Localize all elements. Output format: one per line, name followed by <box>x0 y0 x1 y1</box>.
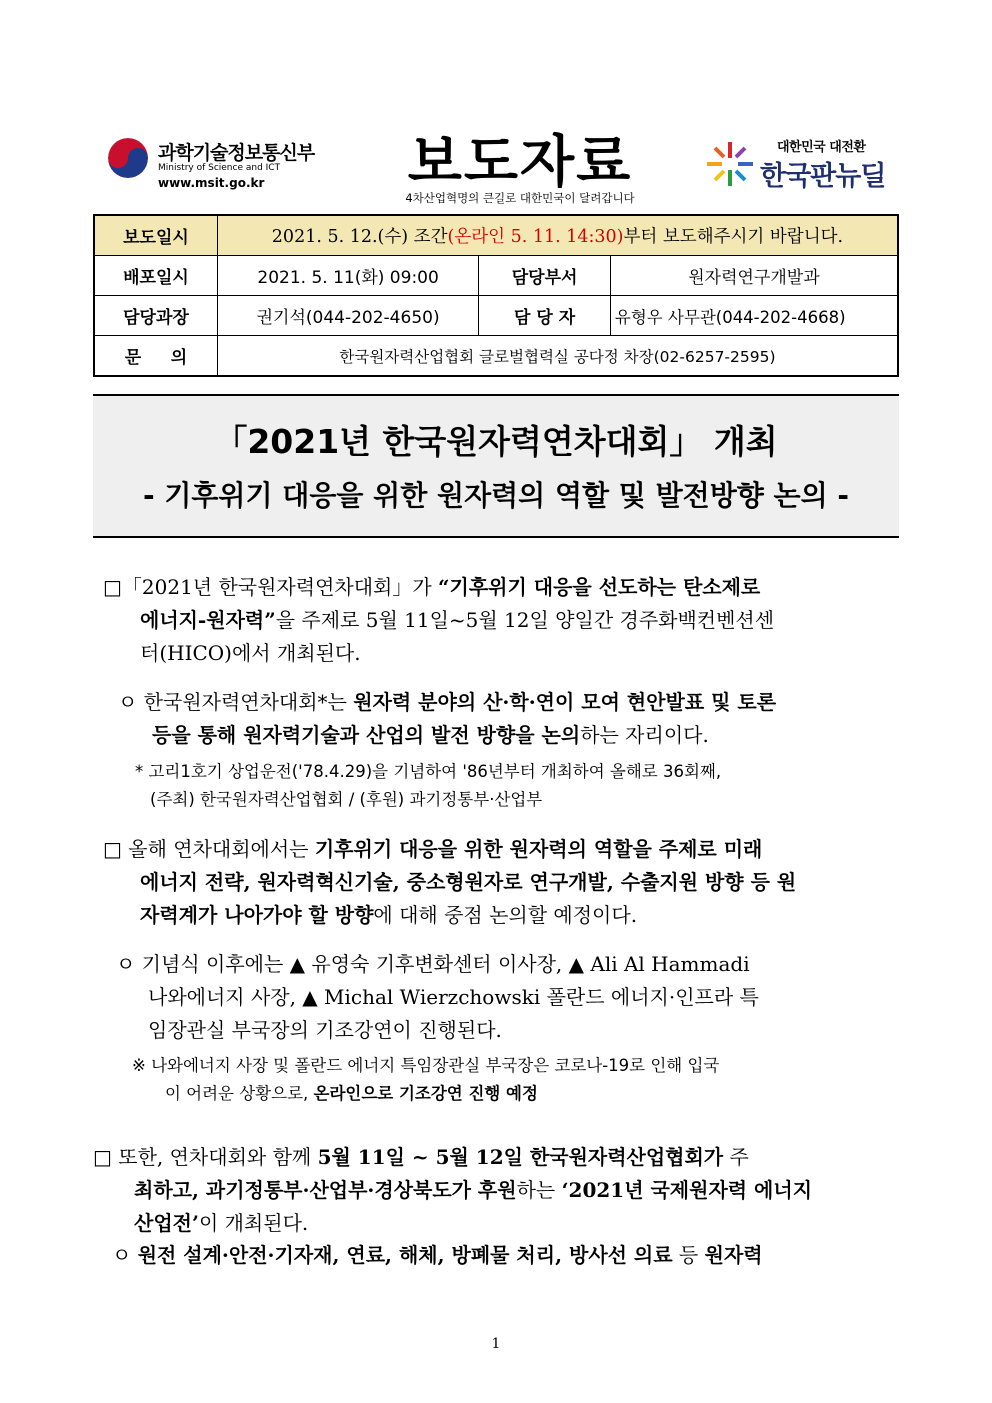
headline: 「2021년 한국원자력연차대회」 개최 <box>214 422 778 461</box>
para4-line3: 임장관실 부국장의 기조강연이 진행된다. <box>148 1018 502 1042</box>
para6-line1: ㅇ 원전 설계·안전·기자재, 연료, 해체, 방폐물 처리, 방사선 의료 등 원자력 <box>112 1243 763 1267</box>
department-value: 원자력연구개발과 <box>610 256 898 296</box>
newdeal-slogan: 대한민국 대전환 <box>777 140 866 155</box>
inquiry-label: 문 의 <box>94 336 217 377</box>
subheadline: - 기후위기 대응을 위한 원자력의 역할 및 발전방향 논의 - <box>142 479 850 512</box>
staff-value: 유형우 사무관(044-202-4668) <box>610 296 898 336</box>
release-request: 부터 보도해주시기 바랍니다. <box>623 227 844 247</box>
distribution-label: 배포일시 <box>94 256 217 296</box>
para4-line1: ㅇ 기념식 이후에는 ▲ 유영숙 기후변화센터 이사장, ▲ Ali Al Hammadi <box>116 952 750 976</box>
para4-line2: 나와에너지 사장, ▲ Michal Wierzchowski 폴란드 에너지·인프라 특 <box>148 985 759 1009</box>
taegeuk-emblem-icon <box>108 138 148 178</box>
para3-line1: □ 올해 연차대회에서는 기후위기 대응을 위한 원자력의 역할을 주제로 미래 <box>103 837 763 861</box>
release-online-time: (온라인 5. 11. 14:30) <box>447 227 624 247</box>
para5-line3: 산업전’이 개최된다. <box>134 1211 309 1235</box>
release-row <box>94 215 898 256</box>
note1-line2: (주최) 한국원자력산업협회 / (후원) 과기정통부·산업부 <box>150 790 543 809</box>
para5-line1: □ 또한, 연차대회와 함께 5월 11일 ~ 5월 12일 한국원자력산업협회가 주 <box>93 1145 749 1169</box>
distribution-value: 2021. 5. 11(화) 09:00 <box>217 256 478 296</box>
tagline: 4차산업혁명의 큰길로 대한민국이 달려갑니다 <box>405 191 635 205</box>
inquiry-row <box>94 336 898 377</box>
note2-line1: ※ 나와에너지 사장 및 폴란드 에너지 특임장관실 부국장은 코로나-19로 인해 입국 <box>132 1056 720 1075</box>
para2-line1: ㅇ 한국원자력연차대회*는 원자력 분야의 산·학·연이 모여 현안발표 및 토론 <box>118 690 777 714</box>
headline-box <box>93 394 899 538</box>
newdeal-name: 한국판뉴딜 <box>760 161 886 192</box>
para1-line2: 에너지-원자력”을 주제로 5월 11일~5월 12일 양일간 경주화백컨벤션센 <box>140 608 775 632</box>
inquiry-value: 한국원자력산업협회 글로벌협력실 공다정 차장(02-6257-2595) <box>217 336 898 377</box>
note1-line1: * 고리1호기 상업운전('78.4.29)을 기념하여 '86년부터 개최하여 올해로 36회째, <box>135 762 722 781</box>
ministry-name-en: Ministry of Science and ICT <box>158 163 281 173</box>
release-value <box>217 215 898 256</box>
ministry-url: www.msit.go.kr <box>158 176 265 190</box>
release-date: 2021. 5. 12.(수) 조간 <box>271 227 448 247</box>
release-label: 보도일시 <box>94 215 217 256</box>
para1-line1: □「2021년 한국원자력연차대회」가 “기후위기 대응을 선도하는 탄소제로 <box>103 575 761 599</box>
contact-row <box>94 296 898 336</box>
newdeal-logo <box>705 132 905 192</box>
distribution-row <box>94 256 898 296</box>
head-value: 권기석(044-202-4650) <box>217 296 478 336</box>
para3-line2: 에너지 전략, 원자력혁신기술, 중소형원자로 연구개발, 수출지원 방향 등 원 <box>140 870 797 894</box>
head-label: 담당과장 <box>94 296 217 336</box>
doc-type-title: 보도자료 <box>407 130 633 195</box>
release-info-table <box>93 214 899 377</box>
para2-line2: 등을 통해 원자력기술과 산업의 발전 방향을 논의하는 자리이다. <box>152 723 709 747</box>
note2-line2: 이 어려운 상황으로, 온라인으로 기조강연 진행 예정 <box>165 1084 538 1103</box>
staff-label: 담 당 자 <box>479 296 611 336</box>
newdeal-burst-icon <box>705 140 755 188</box>
para5-line2: 최하고, 과기정통부·산업부·경상북도가 후원하는 ‘2021년 국제원자력 에너지 <box>134 1178 813 1202</box>
para1-line3: 터(HICO)에서 개최된다. <box>140 641 361 665</box>
ministry-logo <box>108 132 338 192</box>
ministry-name: 과학기술정보통신부 <box>158 142 315 164</box>
page-number: 1 <box>491 1336 501 1352</box>
department-label: 담당부서 <box>479 256 611 296</box>
para3-line3: 자력계가 나아가야 할 방향에 대해 중점 논의할 예정이다. <box>140 903 638 927</box>
